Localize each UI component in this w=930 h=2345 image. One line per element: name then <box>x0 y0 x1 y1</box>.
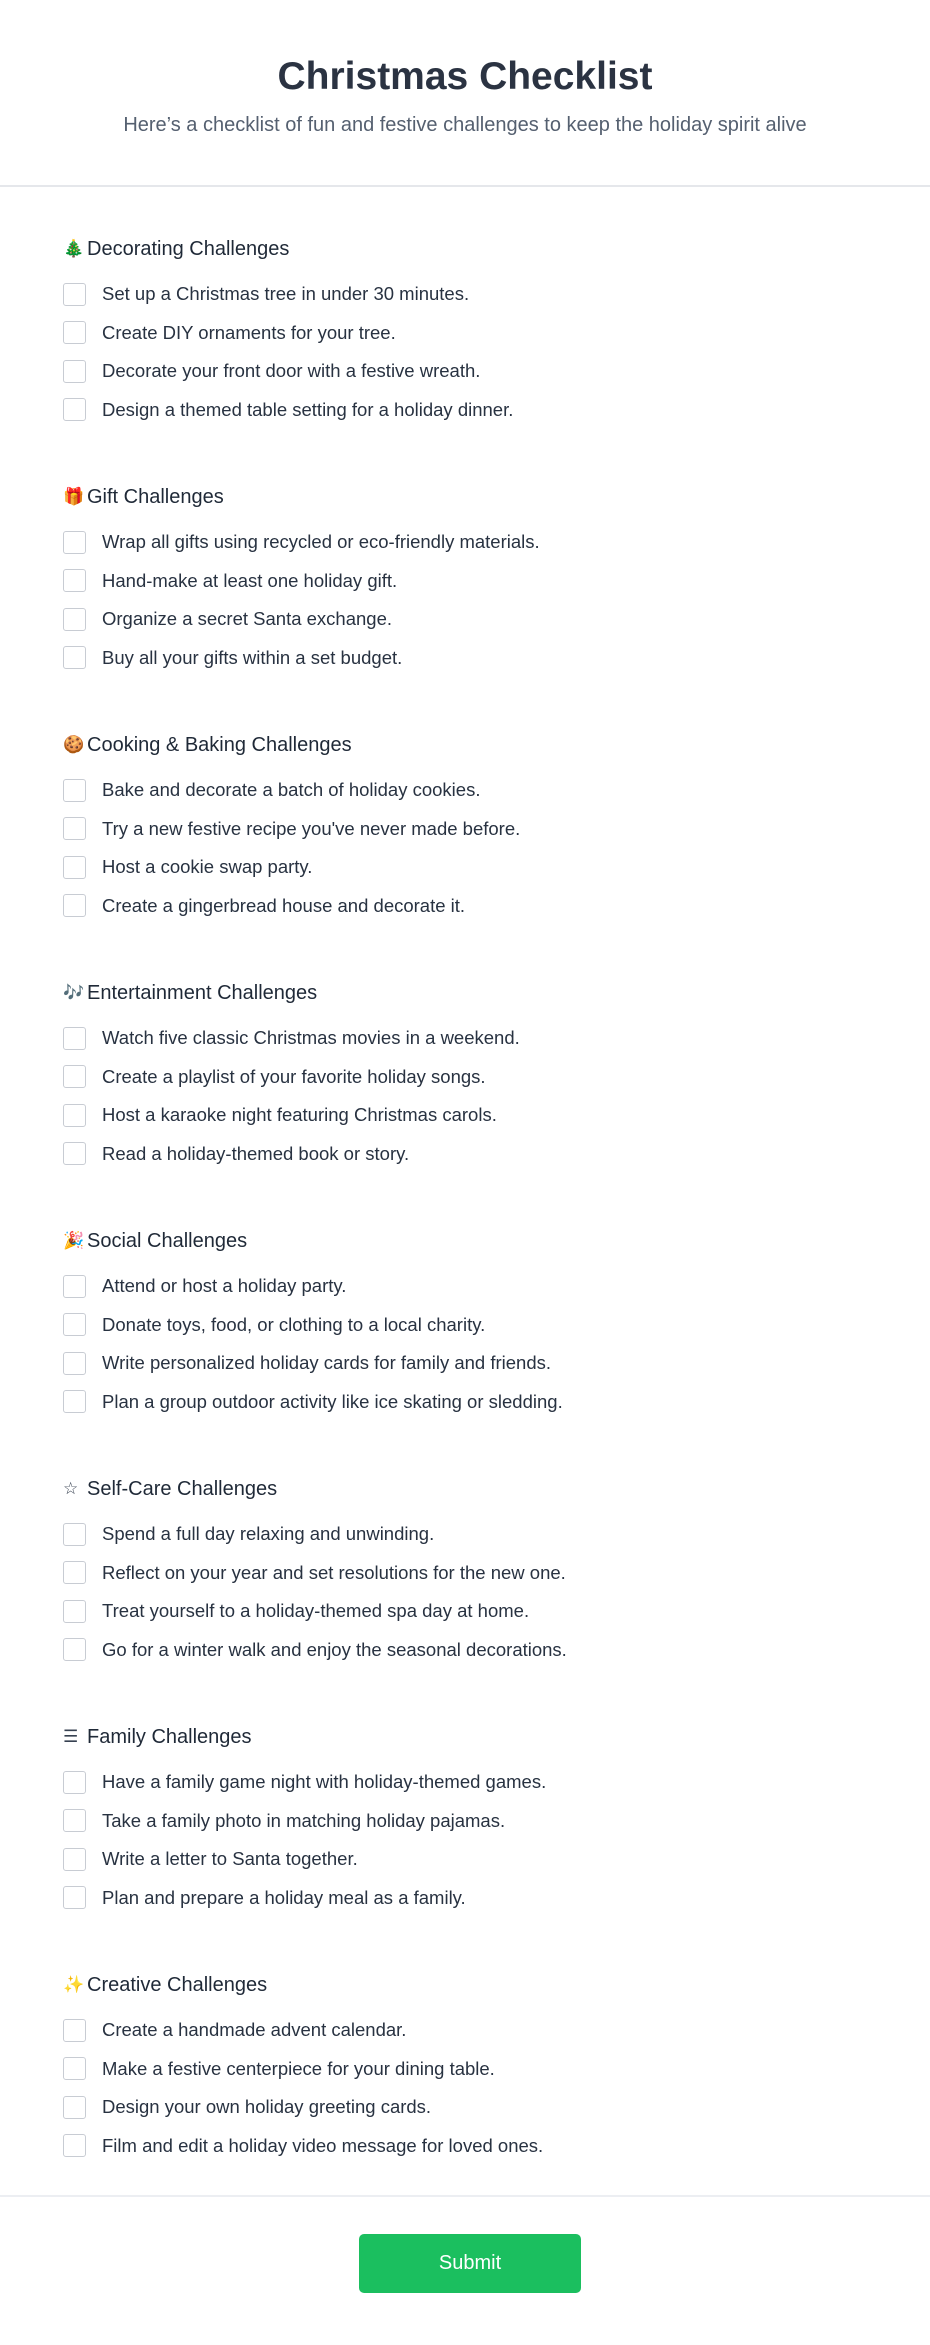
checklist-item-label: Treat yourself to a holiday-themed spa day at home. <box>102 1600 530 1622</box>
section-title: Decorating Challenges <box>87 237 290 260</box>
checkbox[interactable] <box>63 360 86 383</box>
checklist-item-label: Create a gingerbread house and decorate it. <box>102 894 466 916</box>
checkbox[interactable] <box>63 283 86 306</box>
checkbox[interactable] <box>63 817 86 840</box>
checklist-item[interactable] <box>63 810 930 849</box>
checklist-item-label: Create DIY ornaments for your tree. <box>102 321 396 343</box>
section-self-care-challenges <box>63 1473 930 1721</box>
section-gift-challenges <box>63 481 930 729</box>
checklist-item[interactable] <box>63 523 930 562</box>
checkbox[interactable] <box>63 894 86 917</box>
cookie-icon: 🍪 <box>63 735 85 754</box>
checkbox[interactable] <box>63 646 86 669</box>
checkbox[interactable] <box>63 398 86 421</box>
checklist-item-label: Write personalized holiday cards for family and friends. <box>102 1352 552 1374</box>
checklist-item[interactable] <box>63 1763 930 1802</box>
checklist-item[interactable] <box>63 275 930 314</box>
checkbox[interactable] <box>63 569 86 592</box>
checklist-items <box>63 771 930 925</box>
checklist-item-label: Write a letter to Santa together. <box>102 1848 358 1870</box>
checklist-item[interactable] <box>63 1096 930 1135</box>
checklist-item-label: Spend a full day relaxing and unwinding. <box>102 1523 435 1545</box>
section-title: Gift Challenges <box>87 485 224 508</box>
checkbox[interactable] <box>63 2096 86 2119</box>
checklist-item-label: Reflect on your year and set resolutions for the new one. <box>102 1561 566 1583</box>
checklist-item[interactable] <box>63 1058 930 1097</box>
checkbox[interactable] <box>63 1352 86 1375</box>
checkbox[interactable] <box>63 1848 86 1871</box>
section-cooking-baking-challenges <box>63 729 930 977</box>
section-title: Entertainment Challenges <box>87 981 318 1004</box>
checklist-item-label: Attend or host a holiday party. <box>102 1275 347 1297</box>
section-title: Creative Challenges <box>87 1973 268 1996</box>
checklist-items <box>63 275 930 429</box>
checklist-item-label: Wrap all gifts using recycled or eco-friendly materials. <box>102 531 540 553</box>
checkbox[interactable] <box>63 1275 86 1298</box>
section-title: Self-Care Challenges <box>87 1477 278 1500</box>
form-footer <box>0 2195 930 2345</box>
section-entertainment-challenges <box>63 977 930 1225</box>
checklist-item[interactable] <box>63 887 930 926</box>
checklist-item[interactable] <box>63 1631 930 1670</box>
checklist-item-label: Watch five classic Christmas movies in a weekend. <box>102 1027 520 1049</box>
checkbox[interactable] <box>63 531 86 554</box>
section-decorating-challenges <box>63 233 930 481</box>
section-heading <box>63 729 930 761</box>
section-title: Cooking & Baking Challenges <box>87 733 352 756</box>
checklist-item[interactable] <box>63 2088 930 2127</box>
checklist-item-label: Try a new festive recipe you've never made before. <box>102 817 521 839</box>
sparkles-icon: ✨ <box>63 1975 85 1994</box>
christmas-tree-icon: 🎄 <box>63 239 85 258</box>
section-heading <box>63 1721 930 1753</box>
checkbox[interactable] <box>63 1600 86 1623</box>
checklist-item-label: Film and edit a holiday video message for loved ones. <box>102 2134 544 2156</box>
checkbox[interactable] <box>63 856 86 879</box>
checklist-item-label: Take a family photo in matching holiday pajamas. <box>102 1809 506 1831</box>
checklist-item[interactable] <box>63 1840 930 1879</box>
checkbox[interactable] <box>63 2057 86 2080</box>
checklist-item[interactable] <box>63 391 930 430</box>
checklist-item[interactable] <box>63 2050 930 2089</box>
family-icon: ☰ <box>63 1727 79 1746</box>
checklist-item-label: Hand-make at least one holiday gift. <box>102 569 398 591</box>
checklist-item-label: Bake and decorate a batch of holiday cookies. <box>102 779 481 801</box>
checklist-item[interactable] <box>63 314 930 353</box>
checklist-item-label: Design a themed table setting for a holiday dinner. <box>102 398 514 420</box>
checkbox[interactable] <box>63 1771 86 1794</box>
checklist-item[interactable] <box>63 1879 930 1918</box>
page-title: Christmas Checklist <box>277 55 653 98</box>
section-heading <box>63 233 930 265</box>
checklist-item[interactable] <box>63 1019 930 1058</box>
checklist-item-label: Host a cookie swap party. <box>102 856 313 878</box>
checklist-item[interactable] <box>63 2127 930 2166</box>
checklist-item[interactable] <box>63 1306 930 1345</box>
checklist-item-label: Decorate your front door with a festive wreath. <box>102 360 481 382</box>
section-creative-challenges <box>63 1969 930 2217</box>
checklist-items <box>63 2011 930 2165</box>
checklist-item[interactable] <box>63 1592 930 1631</box>
checklist-items <box>63 1763 930 1917</box>
section-title: Social Challenges <box>87 1229 248 1252</box>
section-heading <box>63 1225 930 1257</box>
checkbox[interactable] <box>63 1561 86 1584</box>
gift-icon: 🎁 <box>63 487 85 506</box>
checklist-item-label: Create a handmade advent calendar. <box>102 2019 407 2041</box>
checklist-item[interactable] <box>63 2011 930 2050</box>
section-title: Family Challenges <box>87 1725 252 1748</box>
checklist-item-label: Set up a Christmas tree in under 30 minutes. <box>102 283 470 305</box>
checkbox[interactable] <box>63 1142 86 1165</box>
checklist-item-label: Create a playlist of your favorite holiday songs. <box>102 1065 486 1087</box>
checklist-item-label: Donate toys, food, or clothing to a local charity. <box>102 1313 486 1335</box>
checklist-item-label: Make a festive centerpiece for your dining table. <box>102 2057 495 2079</box>
section-heading <box>63 977 930 1009</box>
checklist-item-label: Host a karaoke night featuring Christmas carols. <box>102 1104 497 1126</box>
checklist-item-label: Organize a secret Santa exchange. <box>102 608 393 630</box>
star-icon: ☆ <box>63 1479 79 1498</box>
checkbox[interactable] <box>63 1065 86 1088</box>
section-family-challenges <box>63 1721 930 1969</box>
checkbox[interactable] <box>63 1313 86 1336</box>
checklist-item-label: Buy all your gifts within a set budget. <box>102 646 403 668</box>
checklist-item[interactable] <box>63 1802 930 1841</box>
checklist-item[interactable] <box>63 600 930 639</box>
music-notes-icon: 🎶 <box>63 983 85 1002</box>
checkbox[interactable] <box>63 779 86 802</box>
checklist <box>0 187 930 2195</box>
submit-button[interactable]: Submit <box>359 2234 581 2293</box>
checklist-items <box>63 1019 930 1173</box>
section-heading <box>63 481 930 513</box>
checklist-item[interactable] <box>63 1515 930 1554</box>
checklist-item[interactable] <box>63 771 930 810</box>
checklist-item[interactable] <box>63 1344 930 1383</box>
checklist-item-label: Design your own holiday greeting cards. <box>102 2096 432 2118</box>
checklist-item[interactable] <box>63 1383 930 1422</box>
checklist-items <box>63 1515 930 1669</box>
checkbox[interactable] <box>63 1027 86 1050</box>
checkbox[interactable] <box>63 1638 86 1661</box>
checklist-item-label: Go for a winter walk and enjoy the seasonal decorations. <box>102 1638 567 1660</box>
checklist-item-label: Plan a group outdoor activity like ice skating or sledding. <box>102 1390 563 1412</box>
page-subtitle: Here’s a checklist of fun and festive challenges to keep the holiday spirit alive <box>123 114 807 136</box>
checkbox[interactable] <box>63 321 86 344</box>
checklist-items <box>63 523 930 677</box>
checkbox[interactable] <box>63 2134 86 2157</box>
checkbox[interactable] <box>63 1390 86 1413</box>
checklist-item-label: Plan and prepare a holiday meal as a family. <box>102 1886 466 1908</box>
page-header <box>0 0 930 187</box>
checklist-item[interactable] <box>63 639 930 678</box>
section-heading <box>63 1473 930 1505</box>
checklist-items <box>63 1267 930 1421</box>
checkbox[interactable] <box>63 1523 86 1546</box>
checklist-item[interactable] <box>63 352 930 391</box>
party-popper-icon: 🎉 <box>63 1231 85 1250</box>
checkbox[interactable] <box>63 608 86 631</box>
checklist-item-label: Read a holiday-themed book or story. <box>102 1142 410 1164</box>
section-social-challenges <box>63 1225 930 1473</box>
checklist-item[interactable] <box>63 1554 930 1593</box>
checklist-item[interactable] <box>63 1267 930 1306</box>
checklist-item[interactable] <box>63 848 930 887</box>
checkbox[interactable] <box>63 1809 86 1832</box>
checklist-item-label: Have a family game night with holiday-themed games. <box>102 1771 547 1793</box>
checkbox[interactable] <box>63 1104 86 1127</box>
section-heading <box>63 1969 930 2001</box>
checklist-item[interactable] <box>63 562 930 601</box>
checklist-item[interactable] <box>63 1135 930 1174</box>
checkbox[interactable] <box>63 2019 86 2042</box>
checkbox[interactable] <box>63 1886 86 1909</box>
